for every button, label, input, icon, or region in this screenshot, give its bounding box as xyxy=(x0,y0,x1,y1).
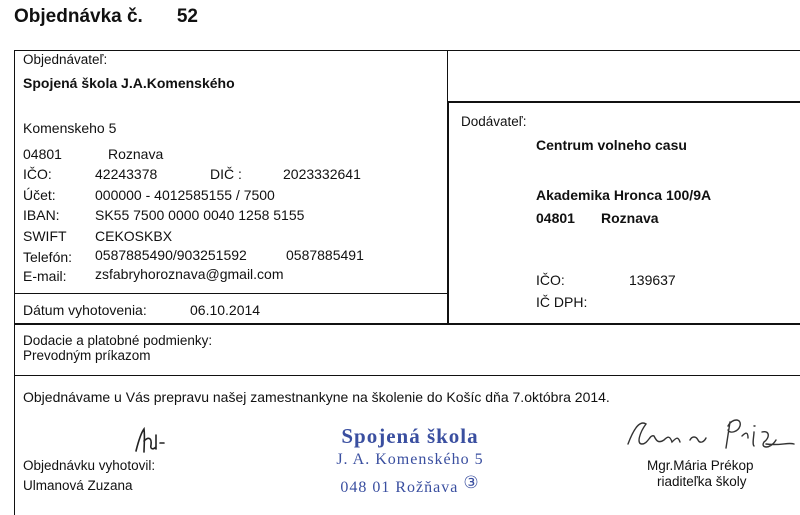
order-title-label: Objednávka č. xyxy=(14,6,143,27)
orderer-swift-label: SWIFT xyxy=(23,228,67,244)
orderer-dic: 2023332641 xyxy=(283,166,361,182)
stamp-line-1: Spojená škola xyxy=(341,424,479,448)
supplier-ico: 139637 xyxy=(629,272,676,288)
orderer-ico: 42243378 xyxy=(95,166,158,182)
orderer-ucet: 000000 - 4012585155 / 7500 xyxy=(95,187,275,203)
stamp-line-3: 048 01 Rožňava xyxy=(340,479,459,496)
orderer-swift: CEKOSKBX xyxy=(95,228,173,244)
director-name: Mgr.Mária Prékop xyxy=(647,458,754,473)
orderer-fax: 0587885491 xyxy=(286,247,364,263)
header-right-cell xyxy=(447,50,800,102)
director-signature xyxy=(620,414,800,454)
issuer-label: Objednávku vyhotovil: xyxy=(23,458,156,473)
orderer-city: Roznava xyxy=(108,146,164,162)
orderer-zip: 04801 xyxy=(23,146,62,162)
school-stamp xyxy=(300,424,520,497)
supplier-name: Centrum volneho casu xyxy=(536,137,687,153)
orderer-email-label: E-mail: xyxy=(23,268,67,284)
orderer-dic-label: DIČ : xyxy=(210,166,242,182)
date-row-divider xyxy=(14,293,448,294)
supplier-ico-label: IČO: xyxy=(536,272,565,288)
order-number: 52 xyxy=(176,6,198,27)
orderer-iban: SK55 7500 0000 0040 1258 5155 xyxy=(95,207,305,223)
supplier-icdph-label: IČ DPH: xyxy=(536,294,588,310)
orderer-label: Objednávateľ: xyxy=(23,52,108,67)
date-label: Dátum vyhotovenia: xyxy=(23,302,147,318)
issuer-signature xyxy=(132,425,172,455)
director-role: riaditeľka školy xyxy=(657,474,747,489)
supplier-label: Dodávateľ: xyxy=(461,114,527,129)
orderer-ico-label: IČO: xyxy=(23,166,52,182)
terms-value: Prevodným príkazom xyxy=(23,348,151,363)
orderer-phone: 0587885490/903251592 xyxy=(95,247,247,263)
orderer-email: zsfabryhoroznava@gmail.com xyxy=(95,266,284,282)
stamp-mark: ③ xyxy=(463,473,480,492)
order-title xyxy=(14,6,198,28)
orderer-street: Komenskeho 5 xyxy=(23,120,117,136)
order-body-text: Objednávame u Vás prepravu našej zamestnankyne na školenie do Košíc dňa 7.októbra 2014. xyxy=(23,389,610,405)
orderer-phone-label: Telefón: xyxy=(23,249,73,265)
orderer-name: Spojená škola J.A.Komenského xyxy=(23,75,235,91)
date-value: 06.10.2014 xyxy=(190,302,261,318)
issuer-name: Ulmanová Zuzana xyxy=(23,478,133,493)
stamp-line-2: J. A. Komenského 5 xyxy=(336,451,484,468)
supplier-city: Roznava xyxy=(601,210,659,226)
supplier-street: Akademika Hronca 100/9A xyxy=(536,187,712,203)
orderer-iban-label: IBAN: xyxy=(23,207,60,223)
supplier-zip: 04801 xyxy=(536,210,575,226)
orderer-ucet-label: Účet: xyxy=(23,187,56,203)
terms-label: Dodacie a platobné podmienky: xyxy=(23,333,213,348)
